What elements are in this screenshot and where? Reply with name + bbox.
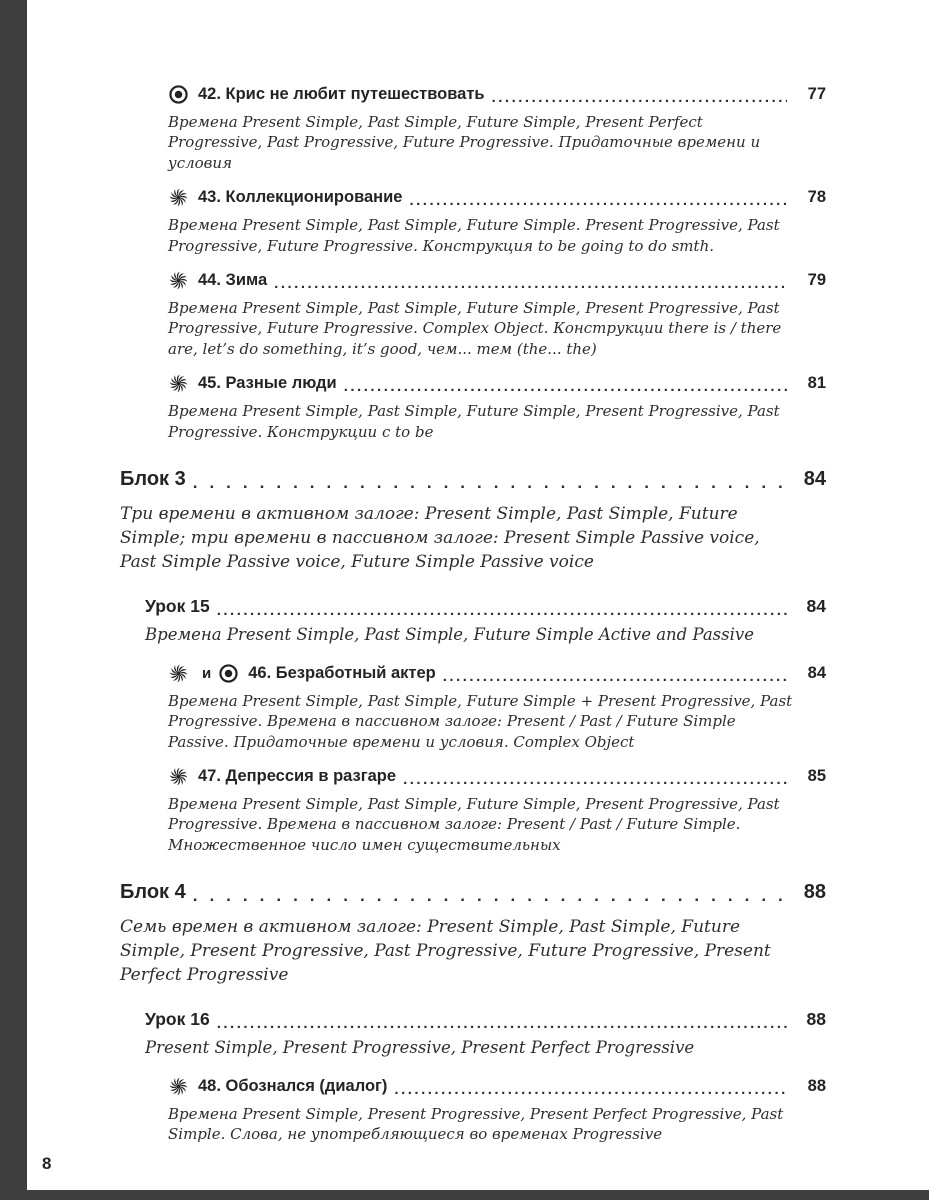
toc-entry-page: 78 [807,188,826,207]
toc-entry [168,1076,826,1145]
toc-lesson-heading [145,1009,826,1059]
toc-block-description: Три времени в активном залоге: Present Simple, Past Simple, Future Simple; три времени в пассивном залоге: Present Simple Passive voice, Past Simple Passive voice, Future Simple Passive voice [120,503,760,572]
toc-entry-page: 88 [807,1076,826,1095]
dot-leader [217,599,787,620]
toc-lesson-description: Времена Present Simple, Past Simple, Future Simple Active and Passive [145,625,754,645]
dot-leader [193,471,787,494]
toc-block-page: 88 [803,881,826,904]
toc-entry [168,187,826,256]
toc-entry [168,373,826,442]
toc-entry-row [168,663,826,684]
toc-entry-description: Времена Present Simple, Past Simple, Future Simple, Present Perfect Progressive, Past Progressive, Future Progressive. Придаточные времени и условия [168,113,761,172]
toc-lesson-page: 84 [806,596,826,617]
toc-entry [168,84,826,173]
dot-leader [409,191,787,210]
spiral-icon [168,766,189,787]
toc-entry-title: 45. Разные люди [198,374,337,393]
toc-entry-row [168,1076,826,1097]
toc-lesson-row [145,1009,826,1030]
dot-leader [217,1012,787,1033]
page-number: 8 [42,1154,52,1173]
toc-entry [168,270,826,359]
toc-entry-title: 47. Депрессия в разгаре [198,766,397,785]
toc-block-heading [120,468,826,574]
toc-entry-description: Времена Present Simple, Past Simple, Future Simple. Present Progressive, Past Progressive, Future Progressive. Конструкция to be going to do smth. [168,216,780,255]
spiral-icon [168,187,189,208]
toc-entry-title: 43. Коллекционирование [198,188,403,207]
toc-entry-row [168,270,826,291]
target-icon [168,84,189,105]
toc-block-title: Блок 3 [120,467,186,490]
dot-leader [443,667,787,686]
toc-entry-page: 77 [807,85,826,103]
toc-entry-description: Времена Present Simple, Past Simple, Future Simple + Present Progressive, Past Progressive. Времена в пассивном залоге: Present / Past / Future Simple Passive. Придаточные времени и условия. Complex Object [168,691,793,751]
toc-block-description: Семь времен в активном залоге: Present Simple, Past Simple, Future Simple, Present Progressive, Past Progressive, Future Progressive, Present Perfect Progressive [120,917,771,985]
toc-block-row [120,468,826,491]
toc-lesson-page: 88 [806,1009,826,1030]
toc-entry-row [168,84,826,105]
toc-entry-description: Времена Present Simple, Past Simple, Future Simple, Present Progressive, Past Progressive, Future Progressive. Complex Object. Конструкции there is / there are, let’s do something, it’s good, чем... тем (the... the) [168,298,782,358]
spiral-icon [168,1076,189,1097]
dot-leader [274,274,787,293]
toc-entry [168,766,826,855]
toc-entry-title: 46. Безработный актер [248,663,436,682]
toc-lesson-row [145,596,826,617]
target-icon [218,663,239,684]
icon-join-text: и [202,664,212,682]
toc-block-row [120,881,826,904]
dot-leader [344,377,787,396]
toc-entry-description: Времена Present Simple, Past Simple, Future Simple, Present Progressive, Past Progressive. Времена в пассивном залоге: Present / Past / Future Simple. Множественное число имен существительных [168,794,780,854]
toc-lesson-title: Урок 16 [145,1009,210,1030]
toc-lesson-title: Урок 15 [145,596,210,617]
toc-lesson-description: Present Simple, Present Progressive, Present Perfect Progressive [145,1038,695,1058]
toc-entry-title: 44. Зима [198,270,268,289]
toc-lesson-heading [145,596,826,646]
toc-entry-page: 79 [807,270,826,289]
page-edge-left-bar [0,0,27,1200]
toc-content [120,84,826,1159]
toc-entry-title: 48. Обознался (диалог) [198,1076,388,1095]
dot-leader [394,1080,787,1099]
dot-leader [193,884,787,907]
toc-entry-description: Времена Present Simple, Past Simple, Future Simple, Present Progressive, Past Progressive. Конструкции с to be [168,402,780,441]
spiral-icon [168,663,189,684]
toc-entry-page: 84 [807,663,826,682]
toc-entry-page: 85 [807,766,826,785]
toc-block-title: Блок 4 [120,881,186,904]
toc-entry-row [168,373,826,394]
dot-leader [403,770,787,789]
toc-entry [168,663,826,752]
toc-entry-row [168,766,826,787]
toc-block-heading [120,881,826,987]
page-edge-bottom-bar [27,1190,929,1200]
spiral-icon [168,270,189,291]
toc-block-page: 84 [803,467,826,490]
toc-entry-title: 42. Крис не любит путешествовать [198,85,485,103]
toc-entry-row [168,187,826,208]
toc-entry-description: Времена Present Simple, Present Progressive, Present Perfect Progressive, Past Simple. Слова, не употребляющиеся во временах Progressive [168,1104,784,1144]
dot-leader [492,88,787,107]
toc-entry-page: 81 [807,374,826,393]
spiral-icon [168,373,189,394]
